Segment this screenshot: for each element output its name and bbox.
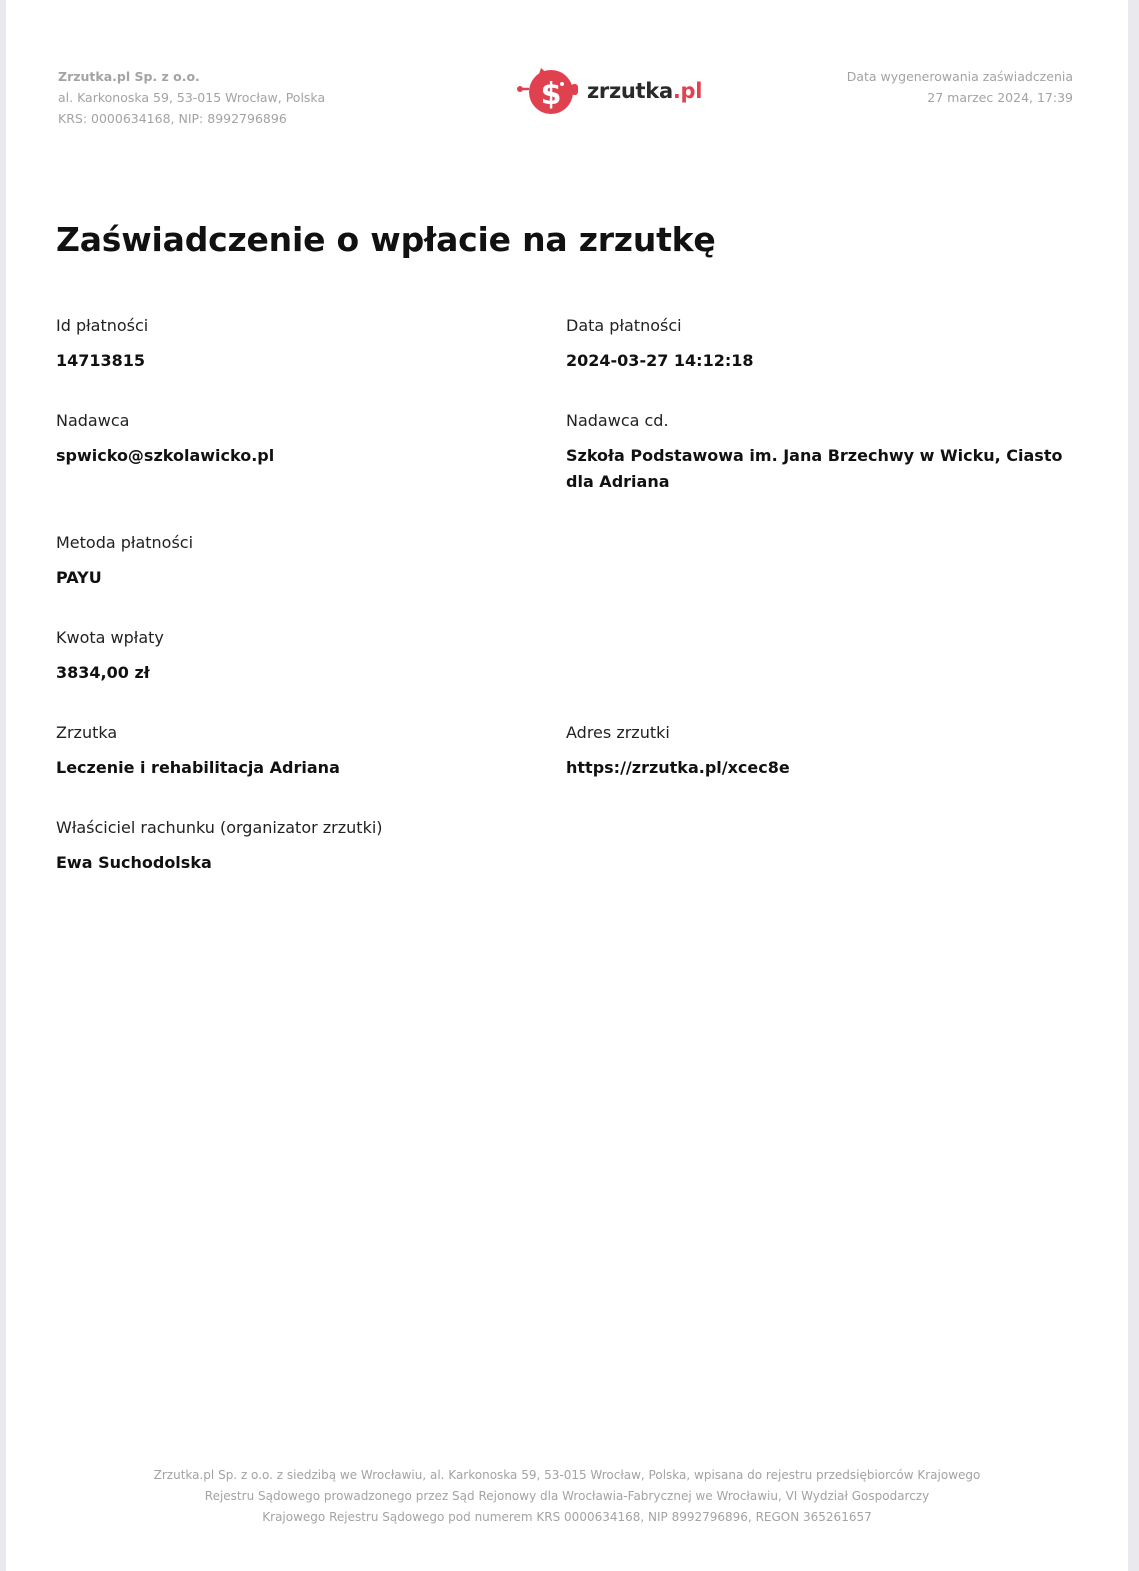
company-info bbox=[58, 66, 325, 129]
logo-name: zrzutka bbox=[587, 79, 673, 103]
field-label: Data płatności bbox=[566, 316, 682, 335]
field-value: 2024-03-27 14:12:18 bbox=[566, 351, 754, 370]
company-address: al. Karkonoska 59, 53-015 Wrocław, Polska bbox=[58, 90, 326, 105]
field-label: Metoda płatności bbox=[56, 533, 194, 552]
field-amount bbox=[56, 628, 576, 686]
field-label: Nadawca bbox=[56, 411, 130, 430]
field-value: Leczenie i rehabilitacja Adriana bbox=[56, 758, 340, 777]
generation-date-label: Data wygenerowania zaświadczenia bbox=[846, 69, 1073, 84]
field-value: Ewa Suchodolska bbox=[56, 853, 212, 872]
field-value: Szkoła Podstawowa im. Jana Brzechwy w Wicku, Ciasto dla Adriana bbox=[566, 446, 1063, 491]
zrzutka-logo bbox=[513, 67, 702, 115]
footer-line: Rejestru Sądowego prowadzonego przez Sąd Rejonowy dla Wrocławia-Fabrycznej we Wrocławiu, VI Wydział Gospodarczy bbox=[204, 1489, 930, 1503]
field-account-owner bbox=[56, 818, 576, 876]
page-title: Zaświadczenie o wpłacie na zrzutkę bbox=[56, 220, 716, 259]
company-ids: KRS: 0000634168, NIP: 8992796896 bbox=[58, 111, 287, 126]
field-label: Właściciel rachunku (organizator zrzutki) bbox=[56, 818, 383, 837]
footer-line: Krajowego Rejestru Sądowego pod numerem KRS 0000634168, NIP 8992796896, REGON 365261657 bbox=[262, 1510, 872, 1524]
field-payment-id bbox=[56, 316, 576, 374]
field-label: Zrzutka bbox=[56, 723, 118, 742]
generation-date-value: 27 marzec 2024, 17:39 bbox=[927, 90, 1073, 105]
company-name: Zrzutka.pl Sp. z o.o. bbox=[58, 69, 200, 84]
logo-text bbox=[587, 79, 702, 103]
field-value: PAYU bbox=[56, 568, 102, 587]
field-label: Adres zrzutki bbox=[566, 723, 670, 742]
svg-text:$: $ bbox=[540, 77, 562, 112]
field-value: spwicko@szkolawicko.pl bbox=[56, 446, 275, 465]
field-label: Id płatności bbox=[56, 316, 149, 335]
field-label: Kwota wpłaty bbox=[56, 628, 164, 647]
fundraiser-url-link[interactable]: https://zrzutka.pl/xcec8e bbox=[566, 758, 790, 777]
field-fundraiser-url bbox=[566, 723, 1086, 781]
footer-line: Zrzutka.pl Sp. z o.o. z siedzibą we Wrocławiu, al. Karkonoska 59, 53-015 Wrocław, Polska, wpisana do rejestru przedsiębiorców Krajowego bbox=[153, 1468, 981, 1482]
certificate-page bbox=[6, 0, 1128, 1571]
logo-tld: .pl bbox=[672, 79, 703, 103]
field-value: 14713815 bbox=[56, 351, 146, 370]
piggy-bank-icon bbox=[513, 67, 579, 115]
generation-date-block bbox=[847, 66, 1073, 108]
field-sender-cont bbox=[566, 411, 1086, 495]
field-payment-method bbox=[56, 533, 576, 591]
field-fundraiser bbox=[56, 723, 576, 781]
field-sender bbox=[56, 411, 576, 469]
field-payment-date bbox=[566, 316, 1086, 374]
field-value: 3834,00 zł bbox=[56, 663, 150, 682]
footer-legal-text bbox=[6, 1465, 1128, 1528]
field-label: Nadawca cd. bbox=[566, 411, 669, 430]
